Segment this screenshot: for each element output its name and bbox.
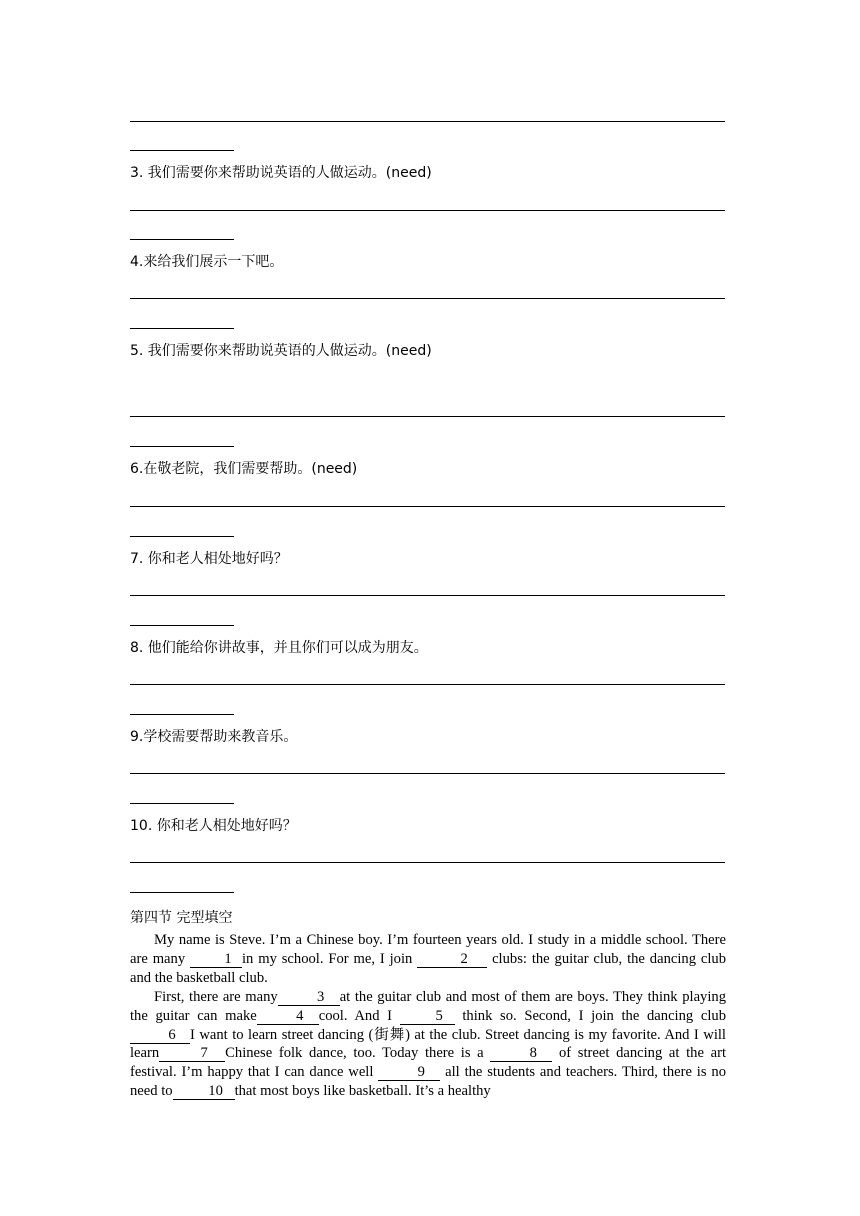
passage-paragraph-2 xyxy=(130,988,726,1101)
question-9: 9.学校需要帮助来教音乐。 xyxy=(130,729,298,745)
passage-text: of street dancing at the art festival. I’m happy that I can dance well xyxy=(130,1045,726,1081)
answer-line xyxy=(130,210,725,211)
question-7: 7. 你和老人相处地好吗？ xyxy=(130,551,288,567)
blank-8[interactable]: 8 xyxy=(490,1046,552,1062)
passage-text: I want to learn street dancing (街舞) at the club. Street dancing is my favorite. And I will learn xyxy=(130,1026,726,1062)
section-title: 第四节 完型填空 xyxy=(130,910,233,926)
answer-line xyxy=(130,595,725,596)
passage-text: think so. Second, I join the dancing club xyxy=(454,1007,726,1024)
worksheet-page xyxy=(130,0,726,1216)
answer-line xyxy=(130,684,725,685)
passage-text: First, there are many xyxy=(154,988,278,1005)
answer-line xyxy=(130,506,725,507)
answer-line xyxy=(130,121,725,122)
question-6: 6.在敬老院，我们需要帮助。(need) xyxy=(130,461,358,477)
blank-10[interactable]: 10 xyxy=(173,1084,235,1100)
passage-text: My name is Steve. I’m a Chinese boy. I’m fourteen years old. I study in a middle school. There are many xyxy=(130,932,726,967)
passage-paragraph-1 xyxy=(130,931,726,988)
answer-line xyxy=(130,773,725,774)
answer-line xyxy=(130,239,234,240)
blank-9[interactable]: 9 xyxy=(378,1065,440,1081)
question-5: 5. 我们需要你来帮助说英语的人做运动。(need) xyxy=(130,343,432,359)
answer-line xyxy=(130,714,234,715)
passage-text: in my school. For me, I join xyxy=(242,950,418,967)
question-10: 10. 你和老人相处地好吗？ xyxy=(130,818,297,834)
passage-text: that most boys like basketball. It’s a healthy xyxy=(234,1083,491,1100)
answer-line xyxy=(130,150,234,151)
question-3: 3. 我们需要你来帮助说英语的人做运动。(need) xyxy=(130,165,432,181)
passage-text: all the students and teachers. Third, there is no need to xyxy=(130,1064,726,1100)
blank-3[interactable]: 3 xyxy=(278,990,340,1006)
answer-line xyxy=(130,862,725,863)
answer-line xyxy=(130,298,725,299)
passage-text: at the guitar club and most of them are boys. They think playing the guitar can make xyxy=(130,988,726,1024)
answer-line xyxy=(130,416,725,417)
passage-text: clubs: the guitar club, the dancing club and the basketball club. xyxy=(130,950,726,986)
blank-5[interactable]: 5 xyxy=(400,1009,455,1025)
blank-7[interactable]: 7 xyxy=(159,1046,225,1062)
answer-line xyxy=(130,446,234,447)
question-4: 4.来给我们展示一下吧。 xyxy=(130,254,284,270)
answer-line xyxy=(130,892,234,893)
answer-line xyxy=(130,536,234,537)
blank-1[interactable]: 1 xyxy=(190,952,242,968)
blank-2[interactable]: 2 xyxy=(417,952,487,968)
cloze-passage xyxy=(130,931,726,1101)
answer-line xyxy=(130,328,234,329)
question-8: 8. 他们能给你讲故事，并且你们可以成为朋友。 xyxy=(130,640,428,656)
blank-4[interactable]: 4 xyxy=(257,1009,319,1025)
blank-6[interactable]: 6 xyxy=(130,1028,190,1044)
answer-line xyxy=(130,803,234,804)
passage-text: cool. And I xyxy=(318,1007,400,1024)
answer-line xyxy=(130,625,234,626)
passage-text: Chinese folk dance, too. Today there is a xyxy=(225,1045,491,1062)
